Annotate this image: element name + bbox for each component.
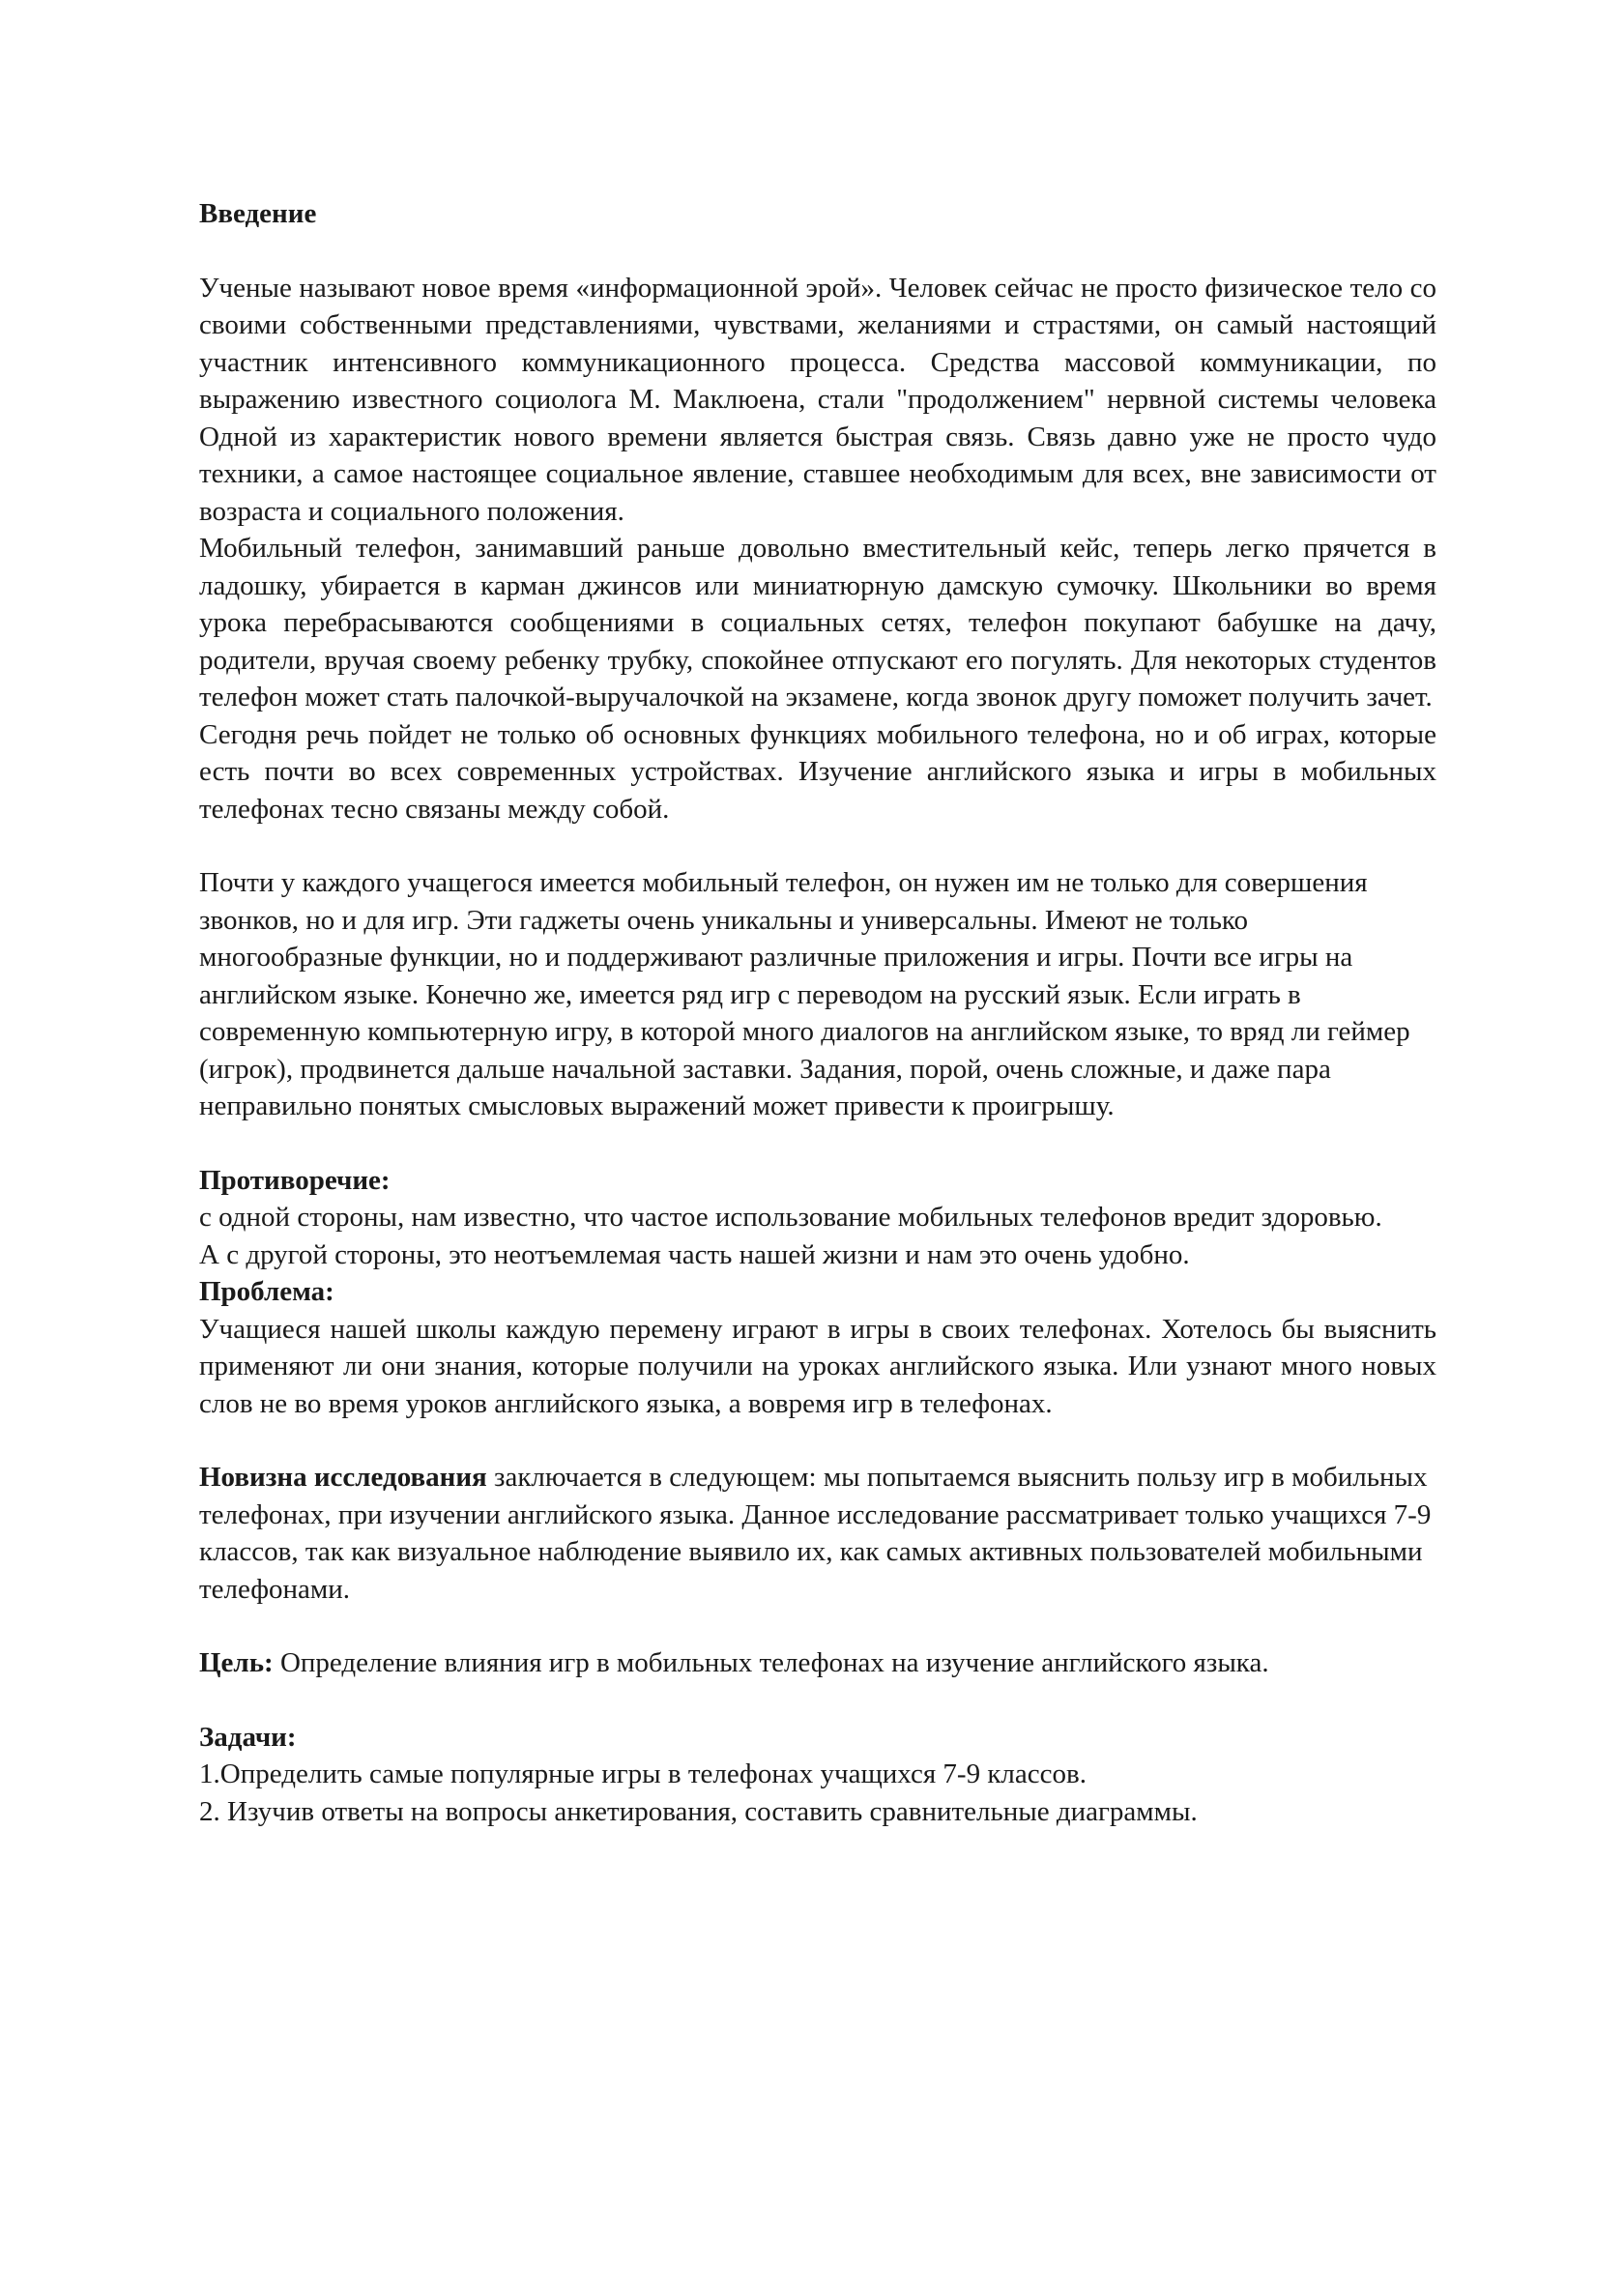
goal-text: Определение влияния игр в мобильных телефонах на изучение английского языка. [273,1647,1269,1678]
novelty-text: заключается в следующем: мы попытаемся выяснить пользу игр в мобильных телефонах, при изучении английского языка. Данное исследование рассматривает только учащихся 7-9 классов, так как визуальное наблюдение выявило их, как самых активных пользователей мобильными телефонами. [199,1462,1432,1605]
problem-heading: Проблема: [199,1276,334,1307]
problem-paragraph: Учащиеся нашей школы каждую перемену играют в игры в своих телефонах. Хотелось бы выяснить применяют ли они знания, которые получили на уроках английского языка. Или узнают много новых слов не во время уроков английского языка, а вовремя игр в телефонах. [199,1313,1436,1419]
contradiction-heading: Противоречие: [199,1164,391,1196]
tasks-heading: Задачи: [199,1721,297,1753]
novelty-paragraph [199,1459,1436,1608]
goal-label: Цель: [199,1647,274,1678]
intro-paragraph-2: Мобильный телефон, занимавший раньше довольно вместительный кейс, теперь легко прячется в ладошку, убирается в карман джинсов или миниатюрную дамскую сумочку. Школьники во время урока перебрасываются сообщениями в социальных сетях, телефон покупают бабушке на дачу, родители, вручая своему ребенку трубку, спокойнее отпускают его погулять. Для некоторых студентов телефон может стать палочкой-выручалочкой на экзамене, когда звонок другу поможет получить зачет. [199,533,1436,712]
task-item-1: 1.Определить самые популярные игры в телефонах учащихся 7-9 классов. [199,1758,1087,1789]
goal-paragraph [199,1644,1436,1682]
intro-paragraph-3: Сегодня речь пойдет не только об основных функциях мобильного телефона, но и об играх, которые есть почти во всех современных устройствах. Изучение английского языка и игры в мобильных телефонах тесно связаны между собой. [199,718,1436,825]
intro-paragraph-4: Почти у каждого учащегося имеется мобильный телефон, он нужен им не только для совершения звонков, но и для игр. Эти гаджеты очень уникальны и универсальны. Имеют не только многообразные функции, но и поддерживают различные приложения и игры. Почти все игры на английском языке. Конечно же, имеется ряд игр с переводом на русский язык. Если играть в современную компьютерную игру, в которой много диалогов на английском языке, то вряд ли геймер (игрок), продвинется дальше начальной заставки. Задания, порой, очень сложные, и даже пара неправильно понятых смысловых выражений может привести к проигрышу. [199,867,1410,1121]
task-item-2: 2. Изучив ответы на вопросы анкетирования, составить сравнительные диаграммы. [199,1795,1198,1827]
contradiction-paragraph-2: А с другой стороны, это неотъемлемая часть нашей жизни и нам это очень удобно. [199,1238,1190,1270]
intro-heading: Введение [199,198,317,229]
document-page [199,195,1436,1830]
contradiction-paragraph-1: с одной стороны, нам известно, что частое использование мобильных телефонов вредит здоровью. [199,1202,1382,1233]
novelty-label: Новизна исследования [199,1462,487,1493]
intro-paragraph-1: Ученые называют новое время «информационной эрой». Человек сейчас не просто физическое тело со своими собственными представлениями, чувствами, желаниями и страстями, он самый настоящий участник интенсивного коммуникационного процесса. Средства массовой коммуникации, по выражению известного социолога М. Маклюена, стали "продолжением" нервной системы человека Одной из характеристик нового времени является быстрая связь. Связь давно уже не просто чудо техники, а самое настоящее социальное явление, ставшее необходимым для всех, вне зависимости от возраста и социального положения. [199,272,1436,527]
